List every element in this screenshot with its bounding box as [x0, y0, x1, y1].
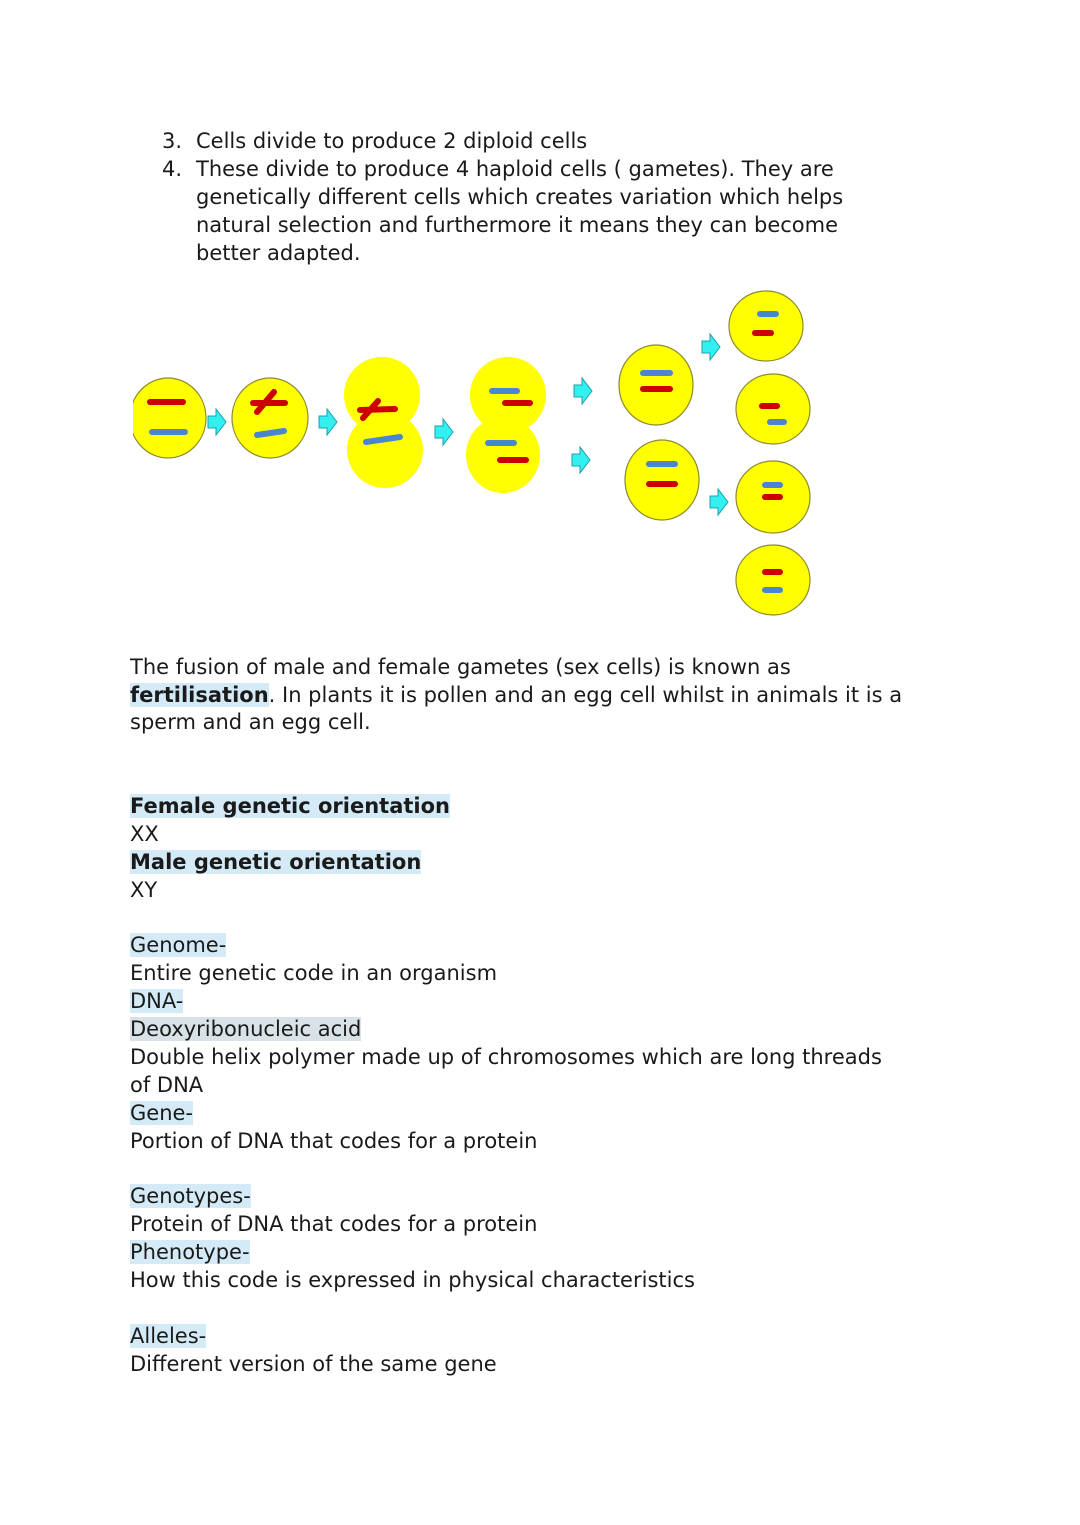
haploid-cell-4: [736, 545, 810, 615]
fertilisation-term: fertilisation: [130, 683, 269, 707]
fertilisation-text: The fusion of male and female gametes (sex cells) is known as: [130, 655, 791, 679]
fertilisation-text-rest: . In plants it is pollen and an egg cell whilst in animals it is a: [268, 683, 903, 707]
gene-def: Portion of DNA that codes for a protein: [130, 1129, 538, 1153]
female-value: XX: [130, 822, 159, 846]
arrow-icon: [574, 378, 592, 404]
arrow-icon: [319, 409, 337, 435]
dna-label: DNA-: [130, 989, 184, 1013]
fertilisation-text: sperm and an egg cell.: [130, 710, 371, 734]
phenotype-def: How this code is expressed in physical characteristics: [130, 1268, 695, 1292]
gene-label: Gene-: [130, 1101, 193, 1125]
genotypes-label: Genotypes-: [130, 1184, 251, 1208]
female-label: Female genetic orientation: [130, 794, 451, 818]
genome-label: Genome-: [130, 933, 227, 957]
dividing-cell: [344, 357, 423, 488]
list-number: 4.: [162, 157, 183, 181]
alleles-def: Different version of the same gene: [130, 1352, 497, 1376]
male-value: XY: [130, 878, 158, 902]
list-item-text: These divide to produce 4 haploid cells ( gametes). They are: [196, 157, 834, 181]
arrow-icon: [208, 409, 226, 435]
dna-full-name: Deoxyribonucleic acid: [130, 1017, 362, 1041]
meiosis-diagram: [0, 0, 1080, 640]
arrow-icon: [435, 419, 453, 445]
list-number: 3.: [162, 129, 183, 153]
arrow-icon: [572, 447, 590, 473]
arrow-icon: [702, 334, 720, 360]
haploid-cell-2: [736, 374, 810, 444]
list-item-text: genetically different cells which creates variation which helps: [196, 185, 844, 209]
alleles-label: Alleles-: [130, 1324, 207, 1348]
dna-def: Double helix polymer made up of chromosomes which are long threads: [130, 1045, 882, 1069]
haploid-cell-3: [736, 461, 810, 533]
diploid-cell-2: [625, 440, 699, 520]
list-item-text: better adapted.: [196, 241, 361, 265]
genotypes-def: Protein of DNA that codes for a protein: [130, 1212, 538, 1236]
parent-cell: [130, 378, 206, 458]
dividing-cell-2: [466, 357, 546, 493]
dna-def: of DNA: [130, 1073, 204, 1097]
male-label: Male genetic orientation: [130, 850, 422, 874]
diploid-cell-1: [619, 345, 693, 425]
haploid-cell-1: [729, 291, 803, 361]
phenotype-label: Phenotype-: [130, 1240, 250, 1264]
arrow-icon: [710, 489, 728, 515]
list-item-text: natural selection and furthermore it means they can become: [196, 213, 839, 237]
list-item-text: Cells divide to produce 2 diploid cells: [196, 129, 588, 153]
fertilisation-text: [130, 681, 902, 709]
genome-def: Entire genetic code in an organism: [130, 961, 498, 985]
crossing-over-cell: [232, 378, 308, 458]
